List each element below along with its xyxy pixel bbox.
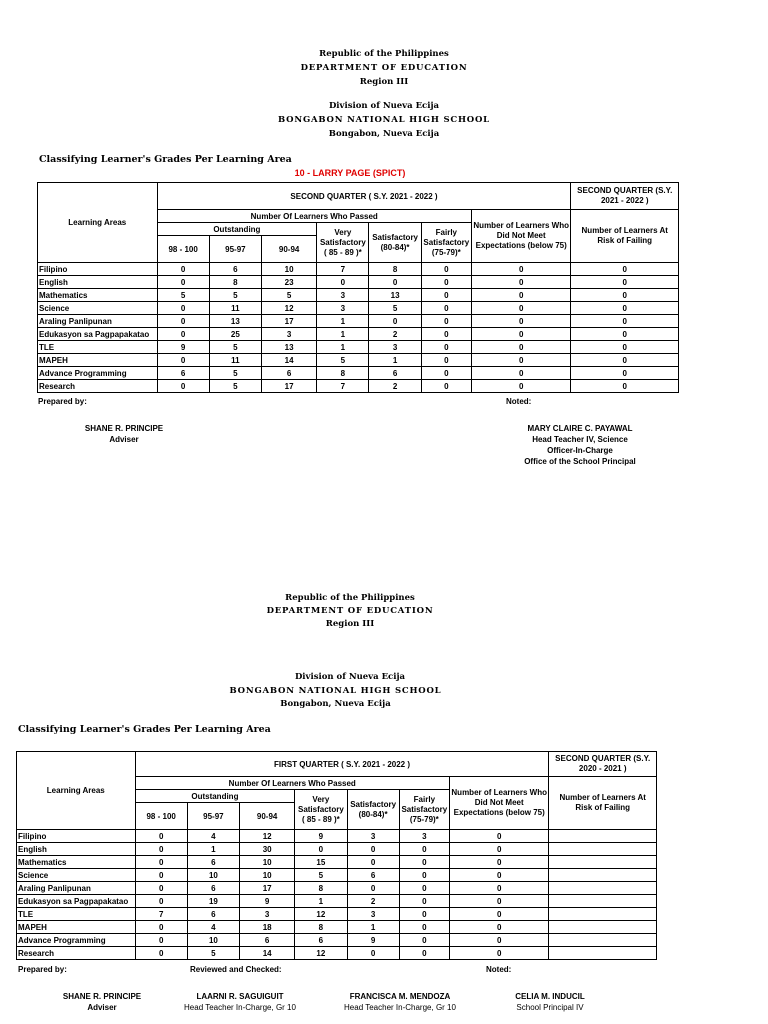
value-cell [549, 921, 657, 934]
value-cell: 0 [135, 882, 187, 895]
value-cell [549, 843, 657, 856]
value-cell: 0 [421, 367, 471, 380]
value-cell: 0 [399, 895, 449, 908]
value-cell: 5 [209, 380, 261, 393]
header2-satisfactory: Satisfactory (80-84)* [347, 790, 399, 830]
learning-area-cell: TLE [38, 341, 158, 354]
value-cell: 5 [295, 869, 347, 882]
value-cell: 0 [157, 354, 209, 367]
value-cell: 10 [240, 869, 295, 882]
value-cell [549, 830, 657, 843]
prepared-by-label: Prepared by: [38, 397, 87, 406]
noted-label: Noted: [506, 397, 532, 406]
principal-signature [495, 991, 605, 1013]
value-cell: 0 [135, 830, 187, 843]
table-row [17, 947, 657, 960]
section-label: 10 - LARRY PAGE (SPICT) [294, 168, 406, 178]
learning-area-cell: English [38, 276, 158, 289]
value-cell: 0 [421, 354, 471, 367]
table-row [38, 315, 679, 328]
value-cell: 0 [471, 380, 571, 393]
value-cell: 11 [209, 354, 261, 367]
value-cell: 1 [369, 354, 421, 367]
adviser-signature-2 [42, 991, 162, 1013]
value-cell: 0 [471, 354, 571, 367]
value-cell: 0 [471, 276, 571, 289]
header2-range-98-100: 98 - 100 [135, 803, 187, 830]
header-region: Region III [359, 77, 409, 87]
value-cell: 1 [317, 341, 369, 354]
table-row [17, 843, 657, 856]
value-cell: 0 [421, 315, 471, 328]
value-cell: 2 [369, 380, 421, 393]
value-cell: 0 [571, 367, 679, 380]
value-cell: 10 [262, 263, 317, 276]
value-cell: 0 [571, 354, 679, 367]
value-cell: 10 [240, 856, 295, 869]
value-cell: 1 [187, 843, 239, 856]
header2-range-95-97: 95-97 [187, 803, 239, 830]
value-cell: 5 [187, 947, 239, 960]
value-cell: 9 [295, 830, 347, 843]
value-cell: 12 [262, 302, 317, 315]
value-cell: 0 [571, 380, 679, 393]
value-cell: 0 [421, 380, 471, 393]
header2-passed: Number Of Learners Who Passed [135, 777, 449, 790]
value-cell: 13 [262, 341, 317, 354]
table-row [38, 341, 679, 354]
adviser-name-2: SHANE R. PRINCIPE [62, 992, 142, 1001]
header2-department: DEPARTMENT OF EDUCATION [266, 606, 434, 616]
value-cell: 0 [449, 934, 548, 947]
value-cell: 13 [369, 289, 421, 302]
learning-area-cell: TLE [17, 908, 136, 921]
value-cell [549, 947, 657, 960]
value-cell: 0 [157, 302, 209, 315]
value-cell: 0 [571, 289, 679, 302]
value-cell: 0 [449, 908, 548, 921]
header-division: Division of Nueva Ecija [328, 101, 440, 111]
learning-area-cell: Mathematics [17, 856, 136, 869]
value-cell: 5 [157, 289, 209, 302]
value-cell: 11 [209, 302, 261, 315]
value-cell: 0 [571, 341, 679, 354]
value-cell: 0 [135, 869, 187, 882]
table-row [38, 289, 679, 302]
value-cell: 17 [262, 380, 317, 393]
table-row [17, 908, 657, 921]
value-cell: 0 [135, 843, 187, 856]
value-cell [549, 908, 657, 921]
value-cell: 0 [449, 882, 548, 895]
value-cell [549, 895, 657, 908]
principal-title: School Principal IV [516, 1003, 584, 1012]
value-cell: 5 [209, 341, 261, 354]
reviewer-2-title: Head Teacher In-Charge, Gr 10 [344, 1003, 456, 1012]
header2-republic: Republic of the Philippines [285, 593, 415, 603]
table-row [38, 263, 679, 276]
value-cell: 0 [471, 289, 571, 302]
learning-area-cell: Filipino [17, 830, 136, 843]
table-row [38, 367, 679, 380]
value-cell: 0 [399, 843, 449, 856]
value-cell: 14 [262, 354, 317, 367]
value-cell: 0 [471, 328, 571, 341]
value-cell: 3 [317, 289, 369, 302]
header-learning-areas: Learning Areas [38, 183, 158, 263]
value-cell: 9 [347, 934, 399, 947]
value-cell: 15 [295, 856, 347, 869]
value-cell: 7 [317, 380, 369, 393]
header-address: Bongabon, Nueva Ecija [328, 129, 440, 139]
value-cell: 0 [157, 315, 209, 328]
value-cell: 0 [571, 302, 679, 315]
header2-fairly-satisfactory: Fairly Satisfactory (75-79)* [399, 790, 449, 830]
learning-area-cell: Edukasyon sa Pagpapakatao [38, 328, 158, 341]
value-cell: 9 [240, 895, 295, 908]
value-cell: 0 [421, 328, 471, 341]
adviser-title: Adviser [109, 435, 139, 444]
value-cell: 0 [421, 263, 471, 276]
reviewer-2-name: FRANCISCA M. MENDOZA [349, 992, 451, 1001]
table-row [17, 921, 657, 934]
learning-area-cell: Edukasyon sa Pagpapakatao [17, 895, 136, 908]
header-outstanding: Outstanding [157, 223, 317, 236]
value-cell: 3 [317, 302, 369, 315]
report-title: Classifying Learner's Grades Per Learning Area [39, 154, 292, 165]
value-cell: 6 [157, 367, 209, 380]
value-cell: 0 [157, 276, 209, 289]
value-cell: 0 [399, 908, 449, 921]
header2-very-satisfactory: Very Satisfactory ( 85 - 89 )* [295, 790, 347, 830]
quarter-header-right: SECOND QUARTER (S.Y. 2021 - 2022 ) [571, 183, 679, 210]
noted-signature [495, 423, 665, 467]
value-cell: 0 [369, 315, 421, 328]
header-range-90-94: 90-94 [262, 236, 317, 263]
value-cell: 0 [157, 328, 209, 341]
value-cell: 10 [187, 869, 239, 882]
value-cell: 6 [347, 869, 399, 882]
table-row [17, 856, 657, 869]
value-cell: 0 [471, 367, 571, 380]
value-cell: 5 [209, 289, 261, 302]
value-cell: 0 [347, 947, 399, 960]
quarter2-header: FIRST QUARTER ( S.Y. 2021 - 2022 ) [135, 752, 549, 777]
header2-not-meet: Number of Learners Who Did Not Meet Expectations (below 75) [449, 777, 548, 830]
value-cell: 6 [369, 367, 421, 380]
value-cell: 2 [369, 328, 421, 341]
value-cell: 0 [135, 856, 187, 869]
value-cell: 0 [449, 856, 548, 869]
header-range-95-97: 95-97 [209, 236, 261, 263]
adviser-signature [64, 423, 184, 445]
value-cell: 0 [421, 276, 471, 289]
value-cell: 0 [571, 328, 679, 341]
value-cell: 0 [471, 302, 571, 315]
value-cell: 8 [295, 882, 347, 895]
value-cell: 0 [471, 263, 571, 276]
learning-area-cell: Advance Programming [17, 934, 136, 947]
learning-area-cell: Science [17, 869, 136, 882]
header-very-satisfactory: Very Satisfactory ( 85 - 89 )* [317, 223, 369, 263]
value-cell: 18 [240, 921, 295, 934]
grades-table-2 [16, 751, 657, 960]
learning-area-cell: Research [38, 380, 158, 393]
value-cell: 0 [449, 830, 548, 843]
value-cell: 17 [262, 315, 317, 328]
value-cell: 13 [209, 315, 261, 328]
noted-label-2: Noted: [486, 965, 512, 974]
value-cell: 0 [399, 882, 449, 895]
value-cell: 5 [317, 354, 369, 367]
value-cell: 8 [317, 367, 369, 380]
value-cell: 0 [449, 843, 548, 856]
header2-outstanding: Outstanding [135, 790, 295, 803]
table-row [17, 830, 657, 843]
value-cell: 0 [135, 921, 187, 934]
value-cell: 0 [135, 934, 187, 947]
header2-division: Division of Nueva Ecija [294, 672, 406, 682]
noted-title-2: Officer-In-Charge [547, 446, 613, 455]
learning-area-cell: Araling Panlipunan [38, 315, 158, 328]
reviewer-1-name: LAARNI R. SAGUIGUIT [196, 992, 284, 1001]
learning-area-cell: MAPEH [17, 921, 136, 934]
learning-area-cell: Advance Programming [38, 367, 158, 380]
value-cell: 6 [187, 856, 239, 869]
value-cell: 1 [317, 328, 369, 341]
value-cell: 0 [157, 380, 209, 393]
value-cell: 2 [347, 895, 399, 908]
value-cell: 0 [421, 302, 471, 315]
header2-range-90-94: 90-94 [240, 803, 295, 830]
value-cell: 4 [187, 921, 239, 934]
value-cell: 6 [262, 367, 317, 380]
learning-area-cell: English [17, 843, 136, 856]
value-cell: 0 [317, 276, 369, 289]
learning-area-cell: Research [17, 947, 136, 960]
value-cell: 0 [347, 843, 399, 856]
value-cell: 12 [240, 830, 295, 843]
value-cell: 6 [187, 908, 239, 921]
header2-address: Bongabon, Nueva Ecija [280, 699, 391, 709]
value-cell: 0 [571, 276, 679, 289]
value-cell: 6 [295, 934, 347, 947]
header-department: DEPARTMENT OF EDUCATION [300, 63, 468, 73]
value-cell: 0 [399, 856, 449, 869]
value-cell: 1 [295, 895, 347, 908]
table-row [17, 934, 657, 947]
learning-area-cell: Science [38, 302, 158, 315]
value-cell: 3 [240, 908, 295, 921]
reviewer-2-signature [340, 991, 460, 1013]
header2-region: Region III [325, 619, 375, 629]
noted-title-1: Head Teacher IV, Science [532, 435, 628, 444]
adviser-name: SHANE R. PRINCIPE [84, 424, 164, 433]
value-cell: 14 [240, 947, 295, 960]
value-cell: 0 [295, 843, 347, 856]
value-cell [549, 934, 657, 947]
learning-area-cell: Mathematics [38, 289, 158, 302]
header-range-98-100: 98 - 100 [157, 236, 209, 263]
value-cell: 0 [399, 947, 449, 960]
value-cell: 5 [262, 289, 317, 302]
value-cell: 4 [187, 830, 239, 843]
value-cell: 0 [347, 856, 399, 869]
value-cell: 0 [347, 882, 399, 895]
report-title-2: Classifying Learner's Grades Per Learning Area [18, 724, 271, 735]
table-row [38, 354, 679, 367]
learning-area-cell: MAPEH [38, 354, 158, 367]
header-satisfactory: Satisfactory (80-84)* [369, 223, 421, 263]
value-cell: 6 [209, 263, 261, 276]
value-cell: 5 [369, 302, 421, 315]
header-republic: Republic of the Philippines [319, 49, 449, 59]
value-cell: 0 [449, 895, 548, 908]
reviewer-1-title: Head Teacher In-Charge, Gr 10 [184, 1003, 296, 1012]
value-cell: 1 [317, 315, 369, 328]
value-cell: 3 [262, 328, 317, 341]
value-cell: 0 [399, 921, 449, 934]
value-cell [549, 856, 657, 869]
value-cell: 0 [135, 947, 187, 960]
value-cell: 19 [187, 895, 239, 908]
table-row [38, 328, 679, 341]
value-cell: 12 [295, 908, 347, 921]
value-cell [549, 869, 657, 882]
value-cell: 0 [399, 869, 449, 882]
value-cell: 0 [421, 289, 471, 302]
value-cell: 8 [369, 263, 421, 276]
value-cell: 0 [471, 341, 571, 354]
value-cell: 30 [240, 843, 295, 856]
table-row [38, 302, 679, 315]
header-passed: Number Of Learners Who Passed [157, 210, 471, 223]
value-cell: 3 [369, 341, 421, 354]
header-fairly-satisfactory: Fairly Satisfactory (75-79)* [421, 223, 471, 263]
table-row [38, 276, 679, 289]
value-cell: 10 [187, 934, 239, 947]
quarter2-header-right: SECOND QUARTER (S.Y. 2020 - 2021 ) [549, 752, 657, 777]
value-cell: 0 [571, 315, 679, 328]
value-cell: 0 [449, 921, 548, 934]
value-cell: 0 [449, 869, 548, 882]
table-row [38, 380, 679, 393]
value-cell: 12 [295, 947, 347, 960]
value-cell: 3 [347, 830, 399, 843]
value-cell: 6 [240, 934, 295, 947]
value-cell: 0 [157, 263, 209, 276]
value-cell: 3 [399, 830, 449, 843]
grades-table-1 [37, 182, 679, 393]
header-not-meet: Number of Learners Who Did Not Meet Expectations (below 75) [471, 210, 571, 263]
adviser-title-2: Adviser [87, 1003, 117, 1012]
value-cell: 17 [240, 882, 295, 895]
header2-learning-areas: Learning Areas [17, 752, 136, 830]
learning-area-cell: Filipino [38, 263, 158, 276]
table-row [17, 895, 657, 908]
noted-title-3: Office of the School Principal [524, 457, 636, 466]
value-cell: 25 [209, 328, 261, 341]
value-cell: 0 [369, 276, 421, 289]
table-row [17, 882, 657, 895]
value-cell: 6 [187, 882, 239, 895]
value-cell: 23 [262, 276, 317, 289]
reviewer-1-signature [180, 991, 300, 1013]
value-cell: 0 [399, 934, 449, 947]
header-school: BONGABON NATIONAL HIGH SCHOOL [278, 115, 490, 125]
value-cell: 3 [347, 908, 399, 921]
value-cell: 0 [421, 341, 471, 354]
header2-risk: Number of Learners At Risk of Failing [549, 777, 657, 830]
principal-name: CELIA M. INDUCIL [515, 992, 585, 1001]
header2-school: BONGABON NATIONAL HIGH SCHOOL [229, 686, 442, 696]
value-cell: 8 [295, 921, 347, 934]
value-cell: 0 [135, 895, 187, 908]
prepared-by-label-2: Prepared by: [18, 965, 67, 974]
reviewed-label: Reviewed and Checked: [190, 965, 282, 974]
value-cell: 7 [317, 263, 369, 276]
learning-area-cell: Araling Panlipunan [17, 882, 136, 895]
noted-name: MARY CLAIRE C. PAYAWAL [527, 424, 633, 433]
value-cell: 5 [209, 367, 261, 380]
value-cell: 7 [135, 908, 187, 921]
quarter-header: SECOND QUARTER ( S.Y. 2021 - 2022 ) [157, 183, 571, 210]
value-cell [549, 882, 657, 895]
value-cell: 0 [471, 315, 571, 328]
value-cell: 9 [157, 341, 209, 354]
header-risk: Number of Learners At Risk of Failing [571, 210, 679, 263]
table-row [17, 869, 657, 882]
value-cell: 0 [571, 263, 679, 276]
value-cell: 0 [449, 947, 548, 960]
value-cell: 8 [209, 276, 261, 289]
value-cell: 1 [347, 921, 399, 934]
